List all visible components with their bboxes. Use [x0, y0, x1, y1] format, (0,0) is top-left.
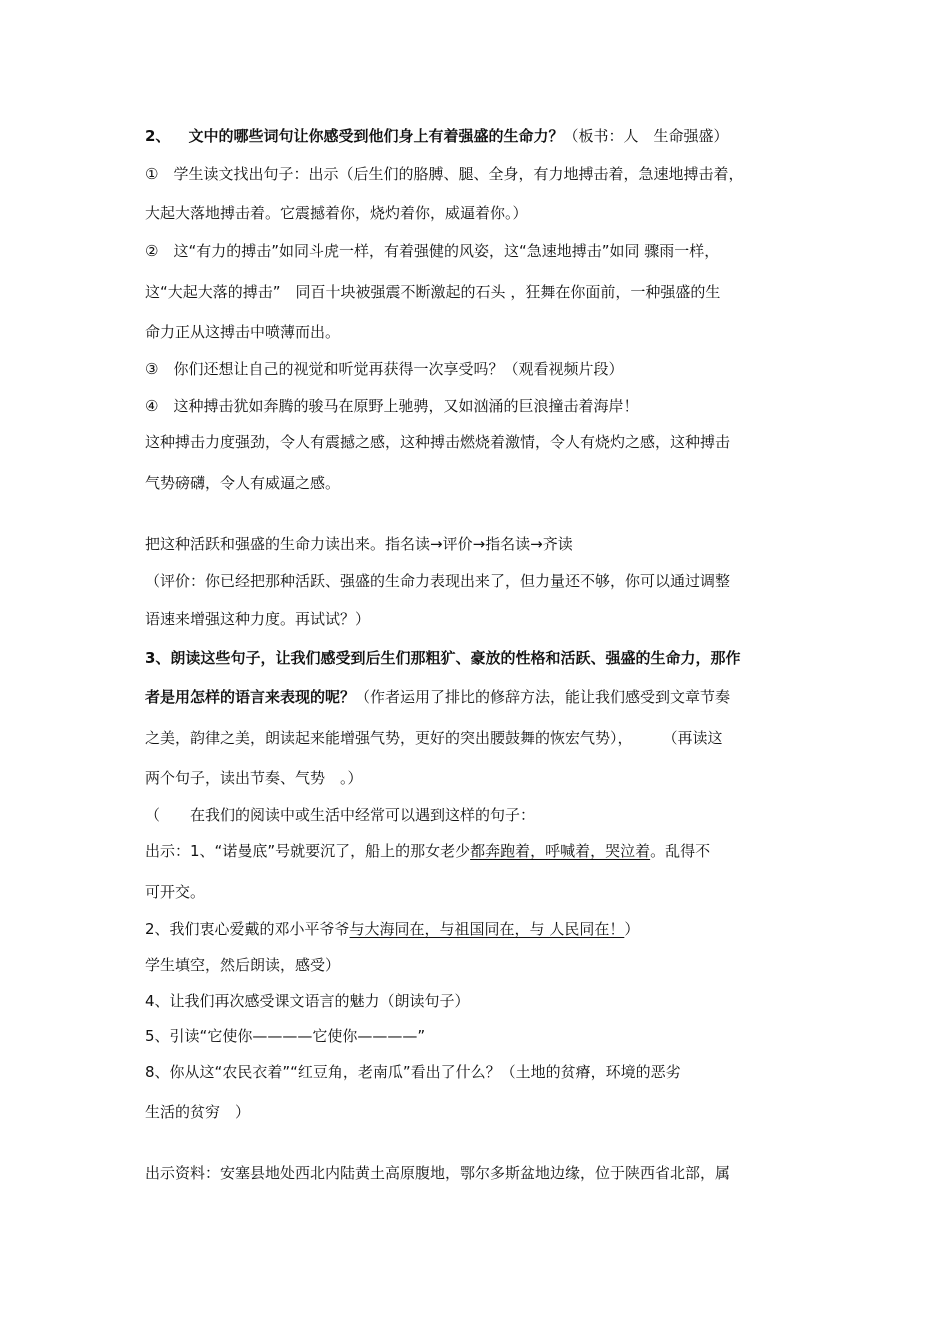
paragraph-line: 之美，韵律之美，朗读起来能增强气势，更好的突出腰鼓舞的恢宏气势）， （再读这: [145, 729, 723, 747]
paragraph-line: 把这种活跃和强盛的生命力读出来。指名读→评价→指名读→齐读: [145, 535, 573, 553]
paragraph-line: 大起大落地搏击着。它震撼着你，烧灼着你，威逼着你。）: [145, 204, 528, 222]
paragraph-line: 气势磅礴，令人有威逼之感。: [145, 474, 341, 492]
item-3-question-end: 者是用怎样的语言来表现的呢？: [145, 688, 356, 706]
paragraph-line: ③ 你们还想让自己的视觉和听觉再获得一次享受吗？（观看视频片段）: [145, 360, 624, 378]
paragraph-line: 两个句子，读出节奏、气势 。）: [145, 769, 363, 787]
paragraph-line: 5、引读“它使你————它使你————”: [145, 1027, 426, 1045]
item-3-question: 3、朗读这些句子，让我们感受到后生们那粗犷、豪放的性格和活跃、强盛的生命力，那作: [145, 649, 741, 667]
paragraph-line: 语速来增强这种力度。再试试？）: [145, 610, 371, 628]
paragraph-line: （ 在我们的阅读中或生活中经常可以遇到这样的句子：: [145, 806, 536, 824]
example-1: 出示：1、“诺曼底”号就要沉了，船上的那女老少都奔跑着，呼喊着，哭泣着。乱得不: [145, 842, 711, 860]
paragraph-line: 学生填空，然后朗读，感受）: [145, 956, 341, 974]
item-2-board-note: （板书：人 生命强盛）: [563, 127, 729, 145]
underlined-phrase: 都奔跑着，呼喊着，哭泣着: [470, 842, 651, 860]
underlined-phrase: 与大海同在，与祖国同在，与 人民同在！: [349, 920, 625, 938]
item-3-answer: （作者运用了排比的修辞方法，能让我们感受到文章节奏: [355, 688, 731, 706]
paragraph-line: 8、你从这“农民衣着”“红豆角，老南瓜”看出了什么？（土地的贫瘠，环境的恶劣: [145, 1063, 681, 1081]
paragraph-line: ④ 这种搏击犹如奔腾的骏马在原野上驰骋，又如汹涌的巨浪撞击着海岸！: [145, 397, 639, 415]
example-2: 2、我们衷心爱戴的邓小平爷爷与大海同在，与祖国同在，与 人民同在！）: [145, 920, 640, 938]
paragraph-line: ② 这“有力的搏击”如同斗虎一样，有着强健的风姿，这“急速地搏击”如同 骤雨一样，: [145, 242, 720, 260]
item-2-question: 文中的哪些词句让你感受到他们身上有着强盛的生命力？: [188, 127, 564, 145]
item-3-line: [145, 687, 730, 707]
paragraph-line: 这种搏击力度强劲，令人有震撼之感，这种搏击燃烧着激情，令人有烧灼之感，这种搏击: [145, 433, 731, 451]
item-2: [145, 126, 728, 146]
paragraph-line: 这“大起大落的搏击” 同百十块被强震不断激起的石头 ，狂舞在你面前，一种强盛的生: [145, 283, 721, 301]
paragraph-line: 可开交。: [145, 883, 206, 901]
item-2-number: 2、: [145, 127, 171, 145]
paragraph-line: ① 学生读文找出句子：出示（后生们的胳膊、腿、全身，有力地搏击着，急速地搏击着，: [145, 165, 744, 183]
paragraph-line: （评价：你已经把那种活跃、强盛的生命力表现出来了，但力量还不够，你可以通过调整: [145, 572, 731, 590]
paragraph-line: 出示资料：安塞县地处西北内陆黄土高原腹地，鄂尔多斯盆地边缘，位于陕西省北部，属: [145, 1164, 731, 1182]
paragraph-line: 4、让我们再次感受课文语言的魅力（朗读句子）: [145, 992, 470, 1010]
paragraph-line: 生活的贫穷 ）: [145, 1103, 251, 1121]
paragraph-line: 命力正从这搏击中喷薄而出。: [145, 323, 341, 341]
